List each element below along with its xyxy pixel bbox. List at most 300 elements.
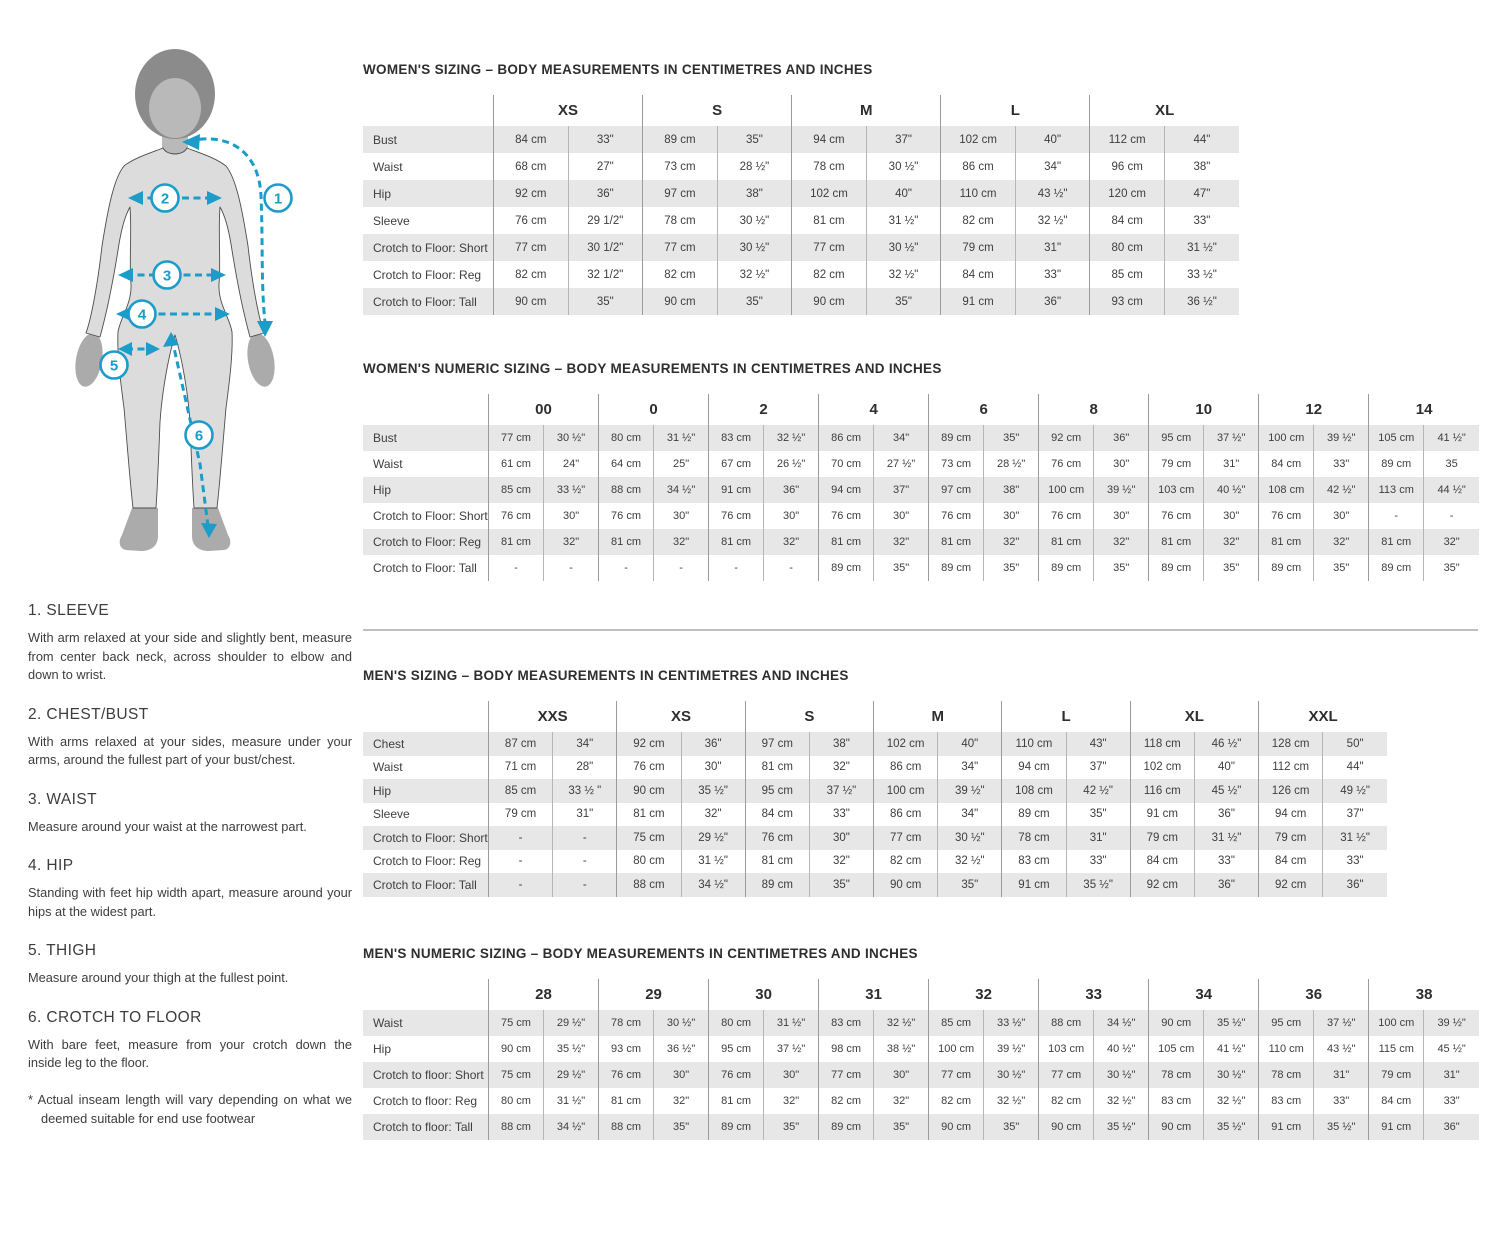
- measurement-cell: 41 ½": [1204, 1036, 1259, 1062]
- measurement-cell: 88 cm: [489, 1114, 544, 1140]
- measurement-cell: 30": [874, 503, 929, 529]
- measurement-cell: 36": [1424, 1114, 1479, 1140]
- measurement-cell: 108 cm: [1002, 779, 1066, 803]
- size-column-header: 28: [489, 979, 599, 1010]
- measurement-cell: 78 cm: [1259, 1062, 1314, 1088]
- measurement-cell: 32 ½": [1204, 1088, 1259, 1114]
- size-column-header: 2: [709, 394, 819, 425]
- measurement-cell: -: [553, 826, 617, 850]
- measurement-cell: 30": [654, 503, 709, 529]
- measurement-cell: 82 cm: [874, 850, 938, 874]
- measurement-cell: 34": [874, 425, 929, 451]
- row-label: Crotch to Floor: Tall: [373, 294, 477, 309]
- size-column-header: 30: [709, 979, 819, 1010]
- measurement-cell: 82 cm: [792, 261, 867, 288]
- row-label: Sleeve: [373, 213, 410, 228]
- measurement-cell: 91 cm: [1002, 873, 1066, 897]
- instruction-heading-chest: 2. CHEST/BUST: [28, 705, 149, 723]
- measurement-cell: 35 ½": [1066, 873, 1130, 897]
- measurement-cell: 82 cm: [941, 207, 1016, 234]
- table-row: [363, 261, 1239, 288]
- measurement-cell: 91 cm: [1259, 1114, 1314, 1140]
- corner-cell: [363, 394, 489, 425]
- measurement-cell: 31": [1314, 1062, 1369, 1088]
- measurement-cell: -: [709, 555, 764, 581]
- size-column-header: 34: [1149, 979, 1259, 1010]
- measurement-cell: 90 cm: [494, 288, 569, 315]
- measurement-cell: 79 cm: [489, 803, 553, 827]
- measurement-cell: 91 cm: [941, 288, 1016, 315]
- table-row: [363, 503, 1479, 529]
- measurement-cell: 94 cm: [819, 477, 874, 503]
- row-label: Waist: [373, 159, 403, 174]
- measurement-cell: 88 cm: [599, 1114, 654, 1140]
- measurement-cell: 89 cm: [745, 873, 809, 897]
- size-column-header: 00: [489, 394, 599, 425]
- measurement-cell: 81 cm: [819, 529, 874, 555]
- size-column-header: 29: [599, 979, 709, 1010]
- measurement-cell: 43 ½": [1015, 180, 1090, 207]
- measurement-cell: 30": [681, 756, 745, 780]
- measurement-cell: 94 cm: [1259, 803, 1323, 827]
- measurement-cell: 105 cm: [1149, 1036, 1204, 1062]
- measurement-cell: 31": [1424, 1062, 1479, 1088]
- instruction-text-crotch-to-floor: With bare feet, measure from your crotch down the inside leg to the floor.: [28, 1036, 352, 1071]
- measurement-cell: 36": [1194, 803, 1258, 827]
- measurement-cell: 32": [1204, 529, 1259, 555]
- womens-sizing-title: WOMEN'S SIZING – BODY MEASUREMENTS IN CENTIMETRES AND INCHES: [363, 62, 873, 77]
- measurement-cell: 75 cm: [489, 1010, 544, 1036]
- measurement-cell: 86 cm: [819, 425, 874, 451]
- measurement-cell: 81 cm: [1259, 529, 1314, 555]
- measurement-cell: 35": [874, 1114, 929, 1140]
- row-label: Waist: [373, 457, 403, 471]
- measurement-cell: 84 cm: [494, 126, 569, 153]
- figure-hand-right: [244, 331, 279, 389]
- row-label: Bust: [373, 431, 398, 445]
- measurement-cell: 92 cm: [1039, 425, 1094, 451]
- measurement-cell: 94 cm: [1002, 756, 1066, 780]
- measurement-cell: 32": [874, 529, 929, 555]
- measurement-cell: 31": [553, 803, 617, 827]
- measurement-cell: 40 ½": [1094, 1036, 1149, 1062]
- measurement-cell: 102 cm: [792, 180, 867, 207]
- measurement-cell: 29 1/2": [568, 207, 643, 234]
- measurement-cell: 93 cm: [599, 1036, 654, 1062]
- measurement-cell: 33": [1314, 1088, 1369, 1114]
- measurement-cell: 112 cm: [1259, 756, 1323, 780]
- measurement-cell: 90 cm: [874, 873, 938, 897]
- measurement-cell: 35 ½": [681, 779, 745, 803]
- measurement-cell: 76 cm: [709, 503, 764, 529]
- row-label: Crotch to Floor: Tall: [373, 561, 477, 575]
- measurement-cell: 30 ½": [544, 425, 599, 451]
- measurement-cell: 32": [1314, 529, 1369, 555]
- measurement-cell: 27": [568, 153, 643, 180]
- measurement-cell: 32": [764, 529, 819, 555]
- measurement-cell: 30 ½": [866, 234, 941, 261]
- mens-sizing-table-container: [363, 701, 1387, 897]
- measurement-cell: 89 cm: [1149, 555, 1204, 581]
- measurement-cell: 40": [1015, 126, 1090, 153]
- measurement-cell: 38": [717, 180, 792, 207]
- measurement-cell: 35": [717, 288, 792, 315]
- row-label: Crotch to Floor: Reg: [373, 854, 482, 869]
- measurement-cell: 36": [568, 180, 643, 207]
- measurement-cell: 49 ½": [1323, 779, 1387, 803]
- measurement-cell: 80 cm: [617, 850, 681, 874]
- measurement-cell: 32": [1094, 529, 1149, 555]
- measurement-cell: 102 cm: [941, 126, 1016, 153]
- measurement-cell: 89 cm: [1369, 555, 1424, 581]
- measurement-cell: -: [1424, 503, 1479, 529]
- measurement-cell: -: [654, 555, 709, 581]
- size-column-header: XXL: [1259, 701, 1387, 732]
- measurement-cell: 95 cm: [1259, 1010, 1314, 1036]
- measurement-cell: 120 cm: [1090, 180, 1165, 207]
- measurement-cell: 89 cm: [819, 555, 874, 581]
- measurement-cell: 35": [984, 1114, 1039, 1140]
- measurement-cell: 100 cm: [1039, 477, 1094, 503]
- size-column-header: XS: [617, 701, 745, 732]
- row-label: Bust: [373, 132, 398, 147]
- womens-numeric-sizing-table-container: [363, 394, 1479, 581]
- measurement-cell: 100 cm: [1369, 1010, 1424, 1036]
- measurement-cell: 35": [866, 288, 941, 315]
- row-label: Crotch to Floor: Reg: [373, 535, 482, 549]
- measurement-cell: 71 cm: [489, 756, 553, 780]
- instruction-text-chest: With arms relaxed at your sides, measure under your arms, around the fullest part of your bust/chest.: [28, 733, 352, 768]
- measurement-cell: 90 cm: [929, 1114, 984, 1140]
- measurement-cell: 43 ½": [1314, 1036, 1369, 1062]
- measurement-cell: 108 cm: [1259, 477, 1314, 503]
- measurement-cell: 112 cm: [1090, 126, 1165, 153]
- measurement-cell: 31": [1066, 826, 1130, 850]
- figure-foot-left: [120, 508, 158, 551]
- measurement-cell: 97 cm: [929, 477, 984, 503]
- instruction-heading-thigh: 5. THIGH: [28, 942, 97, 960]
- measurement-cell: 76 cm: [929, 503, 984, 529]
- measurement-cell: 82 cm: [929, 1088, 984, 1114]
- measurement-cell: 30 ½": [938, 826, 1002, 850]
- measurement-cell: 31 ½": [1194, 826, 1258, 850]
- corner-cell: [363, 979, 489, 1010]
- measurement-cell: -: [1369, 503, 1424, 529]
- measurement-cell: 33": [568, 126, 643, 153]
- table-row: [363, 779, 1387, 803]
- measurement-cell: 84 cm: [1259, 451, 1314, 477]
- measurement-cell: 103 cm: [1149, 477, 1204, 503]
- row-label: Crotch to Floor: Tall: [373, 877, 477, 892]
- measurement-cell: -: [553, 873, 617, 897]
- measurement-cell: 100 cm: [874, 779, 938, 803]
- measurement-cell: 36": [1323, 873, 1387, 897]
- measurement-cell: 32": [764, 1088, 819, 1114]
- measurement-cell: 32 ½": [866, 261, 941, 288]
- measurement-cell: -: [599, 555, 654, 581]
- measurement-cell: 32": [654, 529, 709, 555]
- row-label: Waist: [373, 1016, 403, 1030]
- measurement-cell: 126 cm: [1259, 779, 1323, 803]
- measurement-cell: 44": [1323, 756, 1387, 780]
- measurement-cell: 36": [1094, 425, 1149, 451]
- measurement-cell: 35": [809, 873, 873, 897]
- table-row: [363, 850, 1387, 874]
- instruction-heading-waist: 3. WAIST: [28, 790, 97, 808]
- measurement-cell: 118 cm: [1130, 732, 1194, 756]
- measurement-cell: 35": [1094, 555, 1149, 581]
- measurement-cell: 83 cm: [709, 425, 764, 451]
- measurement-cell: 50": [1323, 732, 1387, 756]
- row-label: Crotch to Floor: Short: [373, 240, 488, 255]
- measurement-cell: 32": [544, 529, 599, 555]
- measurement-cell: 33": [1424, 1088, 1479, 1114]
- size-column-header: L: [941, 95, 1090, 126]
- table-row: [363, 529, 1479, 555]
- size-column-header: L: [1002, 701, 1130, 732]
- callout-2: [152, 185, 179, 212]
- measurement-cell: 95 cm: [709, 1036, 764, 1062]
- measurement-cell: 92 cm: [617, 732, 681, 756]
- measurement-cell: 44": [1164, 126, 1239, 153]
- measurement-cell: 37": [1066, 756, 1130, 780]
- size-column-header: 6: [929, 394, 1039, 425]
- measurement-cell: 31 ½": [866, 207, 941, 234]
- measurement-cell: 80 cm: [489, 1088, 544, 1114]
- measurement-cell: 29 ½": [544, 1010, 599, 1036]
- measurement-cell: 79 cm: [1259, 826, 1323, 850]
- measurement-cell: 103 cm: [1039, 1036, 1094, 1062]
- measurement-cell: 41 ½": [1424, 425, 1479, 451]
- instruction-text-thigh: Measure around your thigh at the fullest point.: [28, 970, 289, 986]
- measurement-cell: 76 cm: [617, 756, 681, 780]
- measurement-cell: 31 ½": [654, 425, 709, 451]
- table-row: [363, 826, 1387, 850]
- measurement-cell: 81 cm: [792, 207, 867, 234]
- measurement-cell: 77 cm: [819, 1062, 874, 1088]
- measurement-cell: 79 cm: [941, 234, 1016, 261]
- measurement-cell: 116 cm: [1130, 779, 1194, 803]
- measurement-cell: 76 cm: [1259, 503, 1314, 529]
- size-column-header: M: [874, 701, 1002, 732]
- measurement-cell: 35": [568, 288, 643, 315]
- measurement-cell: 100 cm: [1259, 425, 1314, 451]
- measurement-cell: 89 cm: [819, 1114, 874, 1140]
- measurement-cell: 79 cm: [1130, 826, 1194, 850]
- table-row: [363, 288, 1239, 315]
- measurement-cell: 31": [1015, 234, 1090, 261]
- row-label: Crotch to Floor: Short: [373, 509, 488, 523]
- measurement-cell: 33 ½ ": [553, 779, 617, 803]
- corner-cell: [363, 701, 489, 732]
- measurement-cell: 35": [1424, 555, 1479, 581]
- size-column-header: 32: [929, 979, 1039, 1010]
- size-column-header: 8: [1039, 394, 1149, 425]
- measurement-cell: 42 ½": [1314, 477, 1369, 503]
- callout-4: [129, 301, 156, 328]
- measurement-cell: 40": [866, 180, 941, 207]
- measurement-cell: 90 cm: [489, 1036, 544, 1062]
- measurement-cell: 33 ½": [984, 1010, 1039, 1036]
- measurement-cell: 32 ½": [1015, 207, 1090, 234]
- measurement-cell: 34 ½": [1094, 1010, 1149, 1036]
- measurement-cell: 35 ½": [1094, 1114, 1149, 1140]
- measurement-cell: 32": [809, 850, 873, 874]
- measurement-cell: 29 ½": [544, 1062, 599, 1088]
- measurement-cell: 79 cm: [1149, 451, 1204, 477]
- measurement-cell: 89 cm: [1259, 555, 1314, 581]
- measurement-cell: 38": [1164, 153, 1239, 180]
- measurement-cell: 81 cm: [617, 803, 681, 827]
- measurement-cell: 30": [1094, 451, 1149, 477]
- table-row: [363, 1062, 1479, 1088]
- measurement-cell: 61 cm: [489, 451, 544, 477]
- measurement-cell: 34": [553, 732, 617, 756]
- measurement-cell: -: [489, 826, 553, 850]
- size-column-header: XL: [1130, 701, 1258, 732]
- svg-text:1: 1: [273, 190, 283, 208]
- measurement-cell: 40": [938, 732, 1002, 756]
- measurement-cell: 30 1/2": [568, 234, 643, 261]
- measurement-cell: 97 cm: [745, 732, 809, 756]
- svg-text:3: 3: [162, 267, 172, 285]
- measurement-cell: 84 cm: [1130, 850, 1194, 874]
- measurement-cell: 83 cm: [819, 1010, 874, 1036]
- measurement-cell: 30": [1314, 503, 1369, 529]
- measurement-cell: 38": [984, 477, 1039, 503]
- measurement-cell: 98 cm: [819, 1036, 874, 1062]
- table-row: [363, 153, 1239, 180]
- measurement-cell: 113 cm: [1369, 477, 1424, 503]
- measurement-cell: 89 cm: [929, 425, 984, 451]
- measurement-cell: 75 cm: [617, 826, 681, 850]
- measurement-cell: 32 ½": [984, 1088, 1039, 1114]
- measurement-cell: 68 cm: [494, 153, 569, 180]
- measurement-cell: 34 ½": [544, 1114, 599, 1140]
- measurement-cell: 64 cm: [599, 451, 654, 477]
- measurement-cell: -: [764, 555, 819, 581]
- measurement-cell: 30": [984, 503, 1039, 529]
- measurement-cell: 32": [681, 803, 745, 827]
- measurement-cell: 88 cm: [617, 873, 681, 897]
- measurement-cell: 35": [1204, 555, 1259, 581]
- instruction-text-sleeve: With arm relaxed at your side and slightly bent, measure from center back neck, across shoulder to elbow and down to wrist.: [28, 630, 352, 683]
- measurement-cell: 32 ½": [764, 425, 819, 451]
- measurement-cell: 30 ½": [717, 207, 792, 234]
- measurement-cell: 35": [984, 425, 1039, 451]
- measurement-cell: 95 cm: [1149, 425, 1204, 451]
- measurement-cell: 46 ½": [1194, 732, 1258, 756]
- measurement-cell: 39 ½": [1094, 477, 1149, 503]
- measurement-cell: 33": [809, 803, 873, 827]
- measurement-cell: 100 cm: [929, 1036, 984, 1062]
- measurement-cell: 76 cm: [494, 207, 569, 234]
- size-column-header: 14: [1369, 394, 1479, 425]
- measurement-cell: 28 ½": [717, 153, 792, 180]
- measurement-cell: 36": [1194, 873, 1258, 897]
- mens-numeric-sizing-table: [363, 979, 1479, 1140]
- measurement-cell: 79 cm: [1369, 1062, 1424, 1088]
- size-column-header: 38: [1369, 979, 1479, 1010]
- measurement-cell: 84 cm: [1090, 207, 1165, 234]
- measurement-cell: 32": [654, 1088, 709, 1114]
- table-row: [363, 732, 1387, 756]
- measurement-cell: 36": [764, 477, 819, 503]
- measurement-cell: 78 cm: [599, 1010, 654, 1036]
- measurement-cell: 39 ½": [1314, 425, 1369, 451]
- measurement-cell: 33": [1015, 261, 1090, 288]
- measurement-cell: 36 ½": [654, 1036, 709, 1062]
- row-label: Sleeve: [373, 807, 410, 822]
- measurement-cell: 45 ½": [1194, 779, 1258, 803]
- measurement-cell: 38 ½": [874, 1036, 929, 1062]
- table-row: [363, 207, 1239, 234]
- measurement-cell: 32": [809, 756, 873, 780]
- measurement-cell: 81 cm: [599, 529, 654, 555]
- measurement-cell: 78 cm: [643, 207, 718, 234]
- measurement-cell: 93 cm: [1090, 288, 1165, 315]
- womens-numeric-sizing-section: [363, 361, 1479, 581]
- measurement-cell: 81 cm: [929, 529, 984, 555]
- measurement-cell: 37 ½": [1204, 425, 1259, 451]
- measurement-cell: 27 ½": [874, 451, 929, 477]
- measurement-cell: -: [489, 555, 544, 581]
- measurement-cell: 73 cm: [643, 153, 718, 180]
- measurement-cell: 45 ½": [1424, 1036, 1479, 1062]
- measurement-cell: 76 cm: [599, 1062, 654, 1088]
- measurement-cell: 40 ½": [1204, 477, 1259, 503]
- row-label: Waist: [373, 760, 403, 775]
- row-label: Hip: [373, 483, 392, 497]
- mens-sizing-section: [363, 668, 1387, 897]
- table-row: [363, 803, 1387, 827]
- measurement-cell: 32 ½": [717, 261, 792, 288]
- measurement-cell: 33": [1164, 207, 1239, 234]
- measurement-cell: 67 cm: [709, 451, 764, 477]
- measurement-cell: 30": [764, 1062, 819, 1088]
- mens-sizing-table: [363, 701, 1387, 897]
- measurement-cell: 81 cm: [745, 850, 809, 874]
- measurement-cell: 76 cm: [1149, 503, 1204, 529]
- measurement-cell: 34": [1015, 153, 1090, 180]
- svg-text:5: 5: [109, 357, 119, 375]
- measurement-cell: -: [544, 555, 599, 581]
- measurement-cell: 76 cm: [599, 503, 654, 529]
- measurement-cell: 31 ½": [1323, 826, 1387, 850]
- table-row: [363, 1010, 1479, 1036]
- measurement-cell: 86 cm: [874, 803, 938, 827]
- measurement-cell: 30 ½": [984, 1062, 1039, 1088]
- measurement-cell: 35": [764, 1114, 819, 1140]
- measurement-cell: 77 cm: [929, 1062, 984, 1088]
- measurement-cell: 91 cm: [1130, 803, 1194, 827]
- table-row: [363, 180, 1239, 207]
- row-label: Hip: [373, 1042, 392, 1056]
- measurement-cell: 81 cm: [1039, 529, 1094, 555]
- measurement-cell: 44 ½": [1424, 477, 1479, 503]
- measurement-cell: 81 cm: [745, 756, 809, 780]
- measurement-cell: 110 cm: [1002, 732, 1066, 756]
- measurement-cell: 77 cm: [643, 234, 718, 261]
- measurement-cell: 81 cm: [1149, 529, 1204, 555]
- measurement-cell: 89 cm: [1369, 451, 1424, 477]
- measurement-cell: 82 cm: [819, 1088, 874, 1114]
- measurement-cell: 91 cm: [709, 477, 764, 503]
- measurement-cell: 30": [1094, 503, 1149, 529]
- callout-6: [186, 422, 213, 449]
- measurement-cell: 37": [866, 126, 941, 153]
- measurement-cell: 33 ½": [544, 477, 599, 503]
